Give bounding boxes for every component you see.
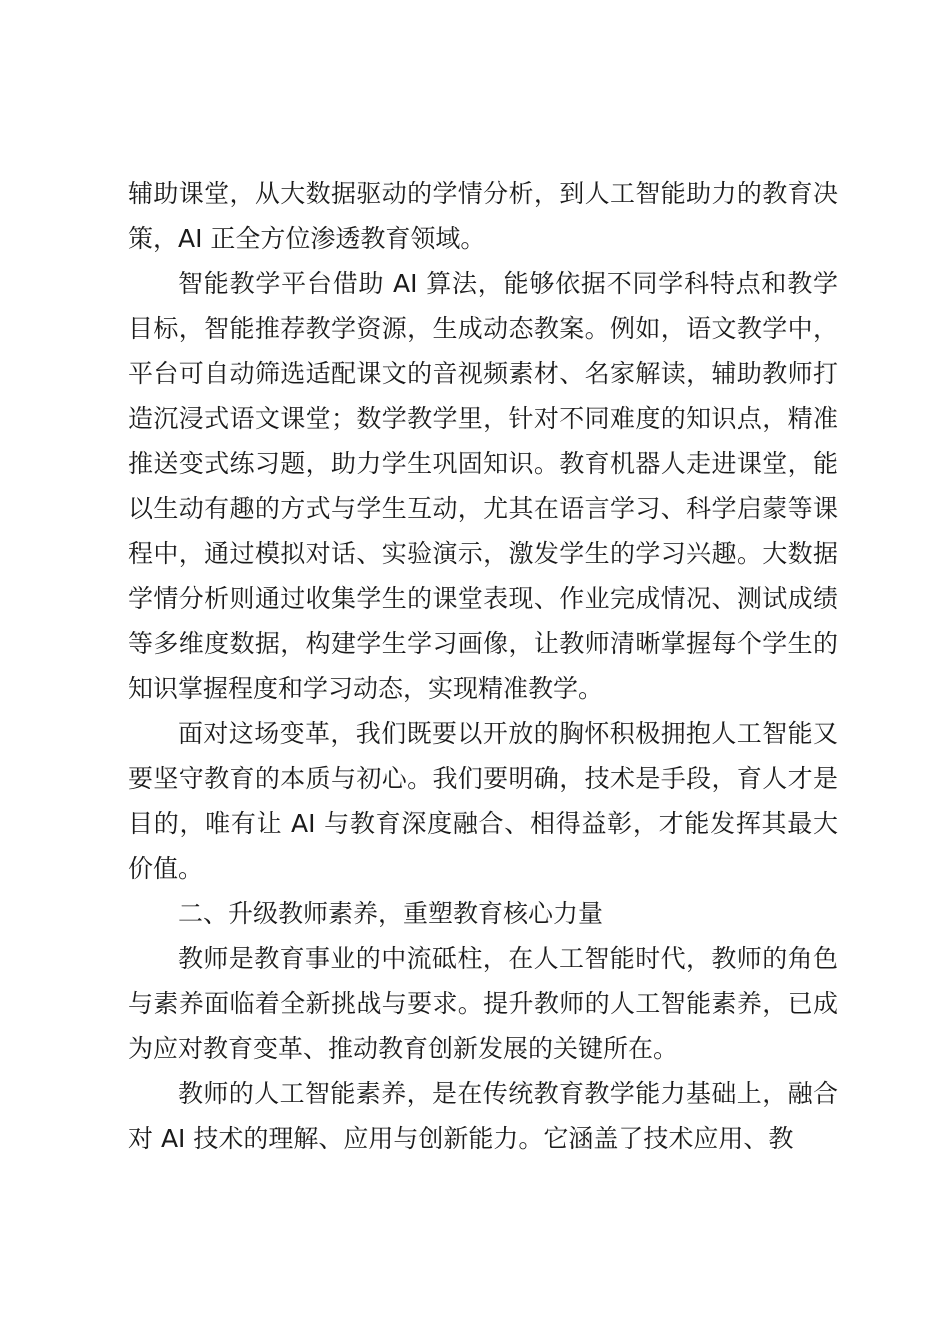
- document-body: [128, 171, 838, 1161]
- paragraph-continuation: 辅助课堂，从大数据驱动的学情分析，到人工智能助力的教育决策，AI 正全方位渗透教育领域。: [128, 179, 838, 253]
- paragraph-ai-literacy-definition: 教师的人工智能素养，是在传统教育教学能力基础上，融合对 AI 技术的理解、应用与创新能力。它涵盖了技术应用、教: [128, 1079, 838, 1153]
- paragraph-facing-change: 面对这场变革，我们既要以开放的胸怀积极拥抱人工智能又要坚守教育的本质与初心。我们要明确，技术是手段，育人才是目的，唯有让 AI 与教育深度融合、相得益彰，才能发挥其最大价值。: [128, 719, 838, 883]
- paragraph-teacher-pillar: 教师是教育事业的中流砥柱，在人工智能时代，教师的角色与素养面临着全新挑战与要求。提升教师的人工智能素养，已成为应对教育变革、推动教育创新发展的关键所在。: [128, 944, 838, 1063]
- paragraph-smart-teaching-platform: 智能教学平台借助 AI 算法，能够依据不同学科特点和教学目标，智能推荐教学资源，生成动态教案。例如，语文教学中，平台可自动筛选适配课文的音视频素材、名家解读，辅助教师打造沉浸式语文课堂；数学教学里，针对不同难度的知识点，精准推送变式练习题，助力学生巩固知识。教育机器人走进课堂，能以生动有趣的方式与学生互动，尤其在语言学习、科学启蒙等课程中，通过模拟对话、实验演示，激发学生的学习兴趣。大数据学情分析则通过收集学生的课堂表现、作业完成情况、测试成绩等多维度数据，构建学生学习画像，让教师清晰掌握每个学生的知识掌握程度和学习动态，实现精准教学。: [128, 269, 838, 703]
- section-heading-teacher-literacy: 二、升级教师素养，重塑教育核心力量: [178, 899, 604, 928]
